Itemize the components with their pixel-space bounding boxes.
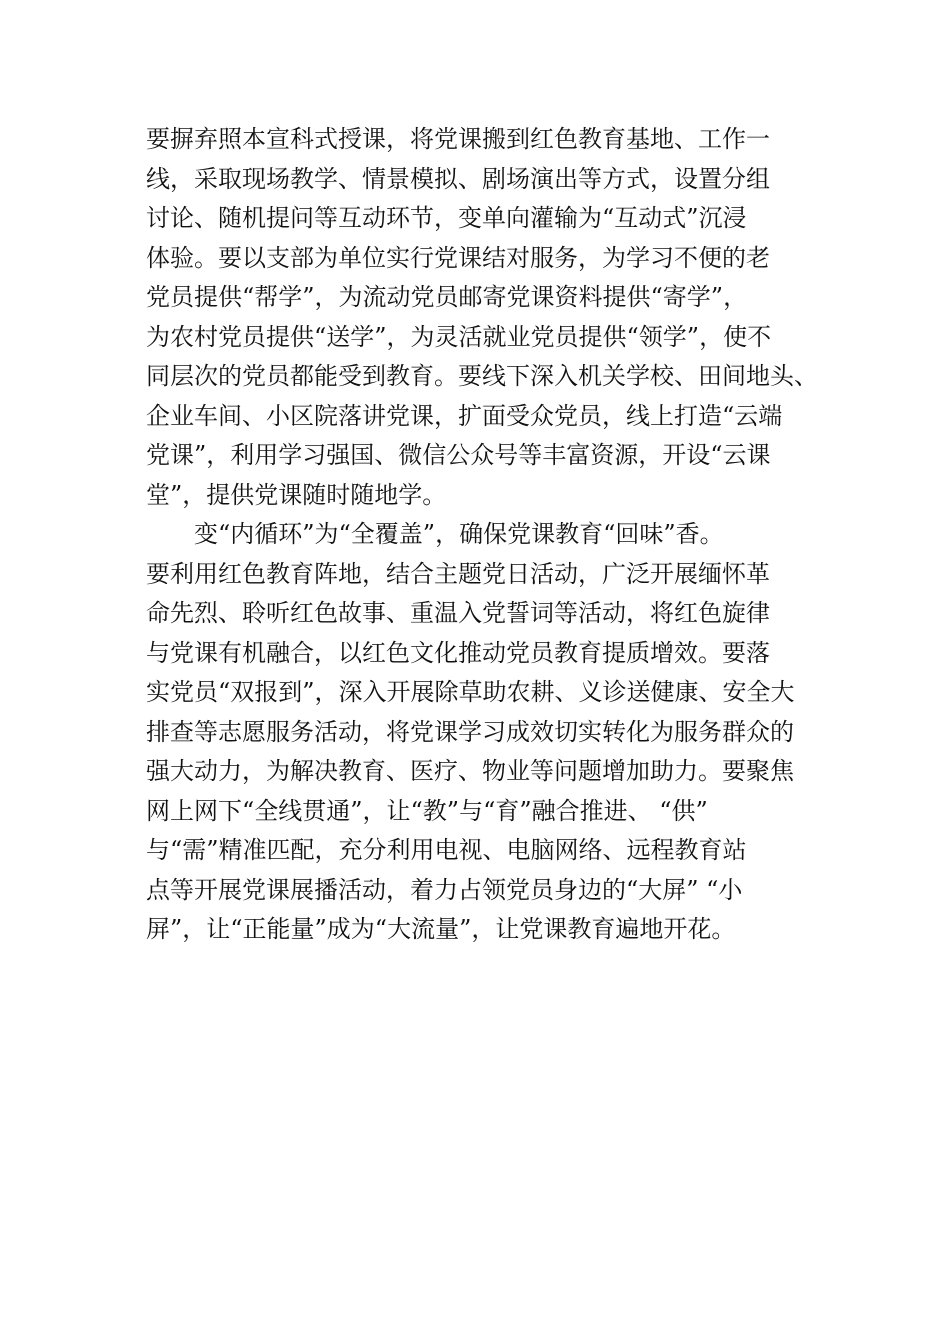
text-line: 强大动力，为解决教育、医疗、物业等问题增加助力。要聚焦 xyxy=(146,757,794,785)
text-line: 网上网下“全线贯通”，让“教”与“育”融合推进、 “供” xyxy=(146,796,708,825)
text-line: 屏”，让“正能量”成为“大流量”，让党课教育遍地开花。 xyxy=(146,915,736,943)
text-line: 点等开展党课展播活动，着力占领党员身边的“大屏” “小 xyxy=(146,875,743,904)
text-line: 体验。要以支部为单位实行党课结对服务，为学习不便的老 xyxy=(146,243,770,272)
text-line: 实党员“双报到”，深入开展除草助农耕、义诊送健康、安全大 xyxy=(146,678,795,706)
paragraph-heading-line: 变“内循环”为“全覆盖”，确保党课教育“回味”香。 xyxy=(194,520,724,548)
text-line: 命先烈、聆听红色故事、重温入党誓词等活动，将红色旋律 xyxy=(146,599,770,627)
text-line: 同层次的党员都能受到教育。要线下深入机关学校、田间地头、 xyxy=(146,362,818,390)
text-line: 排查等志愿服务活动，将党课学习成效切实转化为服务群众的 xyxy=(146,717,794,746)
body-text xyxy=(146,120,826,950)
text-line: 讨论、随机提问等互动环节，变单向灌输为“互动式”沉浸 xyxy=(146,204,747,232)
text-line: 党课”，利用学习强国、微信公众号等丰富资源，开设“云课 xyxy=(146,441,771,469)
text-line: 党员提供“帮学”，为流动党员邮寄党课资料提供“寄学”， xyxy=(146,283,748,311)
text-line: 与党课有机融合，以红色文化推动党员教育提质增效。要落 xyxy=(146,638,770,667)
text-line: 要利用红色教育阵地，结合主题党日活动，广泛开展缅怀革 xyxy=(146,559,770,588)
text-line: 为农村党员提供“送学”，为灵活就业党员提供“领学”，使不 xyxy=(146,322,772,351)
text-line: 线，采取现场教学、情景模拟、剧场演出等方式，设置分组 xyxy=(146,164,770,193)
text-line: 堂”，提供党课随时随地学。 xyxy=(146,480,447,509)
text-line: 要摒弃照本宣科式授课，将党课搬到红色教育基地、工作一 xyxy=(146,125,770,153)
text-line: 与“需”精准匹配，充分利用电视、电脑网络、远程教育站 xyxy=(146,836,747,864)
text-line: 企业车间、小区院落讲党课，扩面受众党员，线上打造“云端 xyxy=(146,401,783,430)
